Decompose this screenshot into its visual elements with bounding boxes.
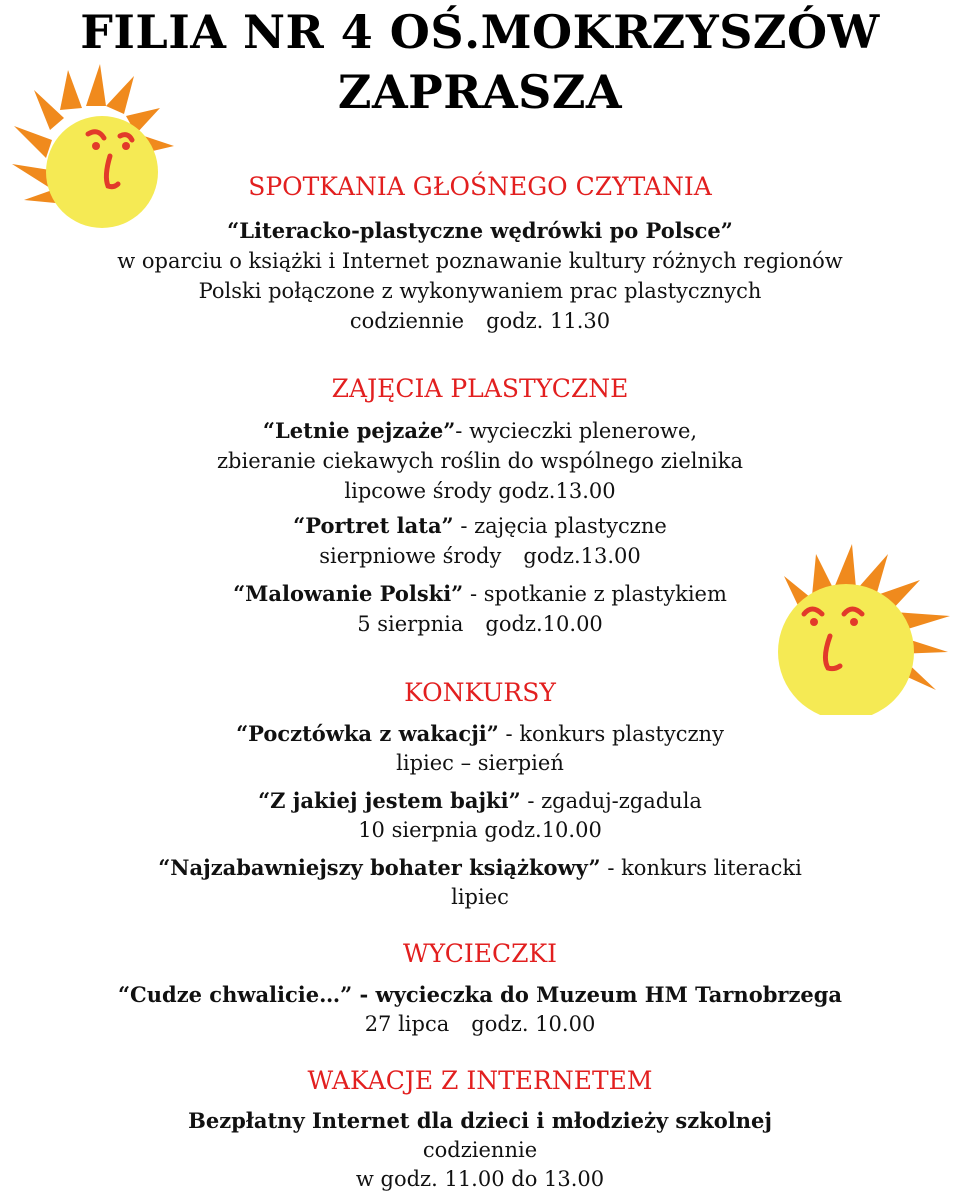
contest-item-3-title: “Najzabawniejszy bohater książkowy” bbox=[158, 855, 601, 880]
trip-when: 27 lipca bbox=[364, 1012, 450, 1036]
trip-item bbox=[0, 981, 960, 1009]
art-item-3-desc: - spotkanie z plastykiem bbox=[463, 582, 727, 606]
art-item-2-title: “Portret lata” bbox=[293, 513, 454, 538]
art-item-3-when: 5 sierpnia bbox=[357, 612, 464, 636]
reading-time: godz. 11.30 bbox=[486, 309, 611, 333]
trip-title: “Cudze chwalicie…” bbox=[117, 982, 353, 1007]
reading-description: w oparciu o książki i Internet poznawanie kultury różnych regionów bbox=[117, 249, 843, 273]
internet-time: w godz. 11.00 do 13.00 bbox=[355, 1167, 605, 1191]
art-item-1-desc2: zbieranie ciekawych roślin do wspólnego zielnika bbox=[216, 449, 744, 473]
reading-schedule bbox=[0, 307, 960, 335]
art-item-2 bbox=[0, 512, 960, 540]
art-item-2-time: godz.13.00 bbox=[523, 544, 641, 568]
contest-item-1-title: “Pocztówka z wakacji” bbox=[236, 721, 499, 746]
art-item-2-desc: - zajęcia plastyczne bbox=[453, 514, 667, 538]
contest-item-1 bbox=[0, 720, 960, 748]
contest-item-3-when: lipiec bbox=[451, 885, 509, 909]
trip-schedule bbox=[0, 1010, 960, 1038]
art-item-2-schedule bbox=[0, 542, 960, 570]
reading-description-2: Polski połączone z wykonywaniem prac plastycznych bbox=[198, 279, 762, 303]
internet-when: codziennie bbox=[422, 1138, 538, 1162]
contest-item-1-desc: - konkurs plastyczny bbox=[498, 722, 724, 746]
reading-when: codziennie bbox=[349, 309, 465, 333]
contest-item-2 bbox=[0, 787, 960, 815]
internet-title: Bezpłatny Internet dla dzieci i młodzieży szkolnej bbox=[188, 1108, 772, 1133]
contest-item-3-desc: - konkurs literacki bbox=[600, 856, 802, 880]
section-heading-reading: SPOTKANIA GŁOŚNEGO CZYTANIA bbox=[248, 172, 712, 201]
trip-desc: - wycieczka do Muzeum HM Tarnobrzega bbox=[352, 982, 843, 1007]
art-item-1-title: “Letnie pejzaże” bbox=[262, 418, 456, 443]
contest-item-2-when: 10 sierpnia godz.10.00 bbox=[358, 818, 602, 842]
contest-item-2-desc: - zgaduj-zgadula bbox=[520, 789, 702, 813]
art-item-3-title: “Malowanie Polski” bbox=[233, 581, 464, 606]
art-item-3 bbox=[0, 580, 960, 608]
art-item-1 bbox=[0, 417, 960, 445]
trip-time: godz. 10.00 bbox=[471, 1012, 596, 1036]
art-item-2-when: sierpniowe środy bbox=[319, 544, 502, 568]
contest-item-3 bbox=[0, 854, 960, 882]
contest-item-1-when: lipiec – sierpień bbox=[396, 751, 564, 775]
section-heading-contests: KONKURSY bbox=[404, 678, 556, 707]
section-heading-internet: WAKACJE Z INTERNETEM bbox=[307, 1066, 653, 1095]
section-heading-art: ZAJĘCIA PLASTYCZNE bbox=[331, 374, 629, 403]
reading-title: “Literacko-plastyczne wędrówki po Polsce” bbox=[227, 218, 733, 243]
art-item-1-desc: - wycieczki plenerowe, bbox=[455, 419, 698, 443]
art-item-1-when: lipcowe środy godz.13.00 bbox=[344, 479, 616, 503]
contest-item-2-title: “Z jakiej jestem bajki” bbox=[258, 788, 521, 813]
poster-title: FILIA NR 4 OŚ.MOKRZYSZÓW bbox=[80, 5, 880, 59]
poster-subtitle: ZAPRASZA bbox=[337, 65, 623, 119]
art-item-3-schedule bbox=[0, 610, 960, 638]
art-item-3-time: godz.10.00 bbox=[485, 612, 603, 636]
section-heading-trips: WYCIECZKI bbox=[402, 939, 558, 968]
